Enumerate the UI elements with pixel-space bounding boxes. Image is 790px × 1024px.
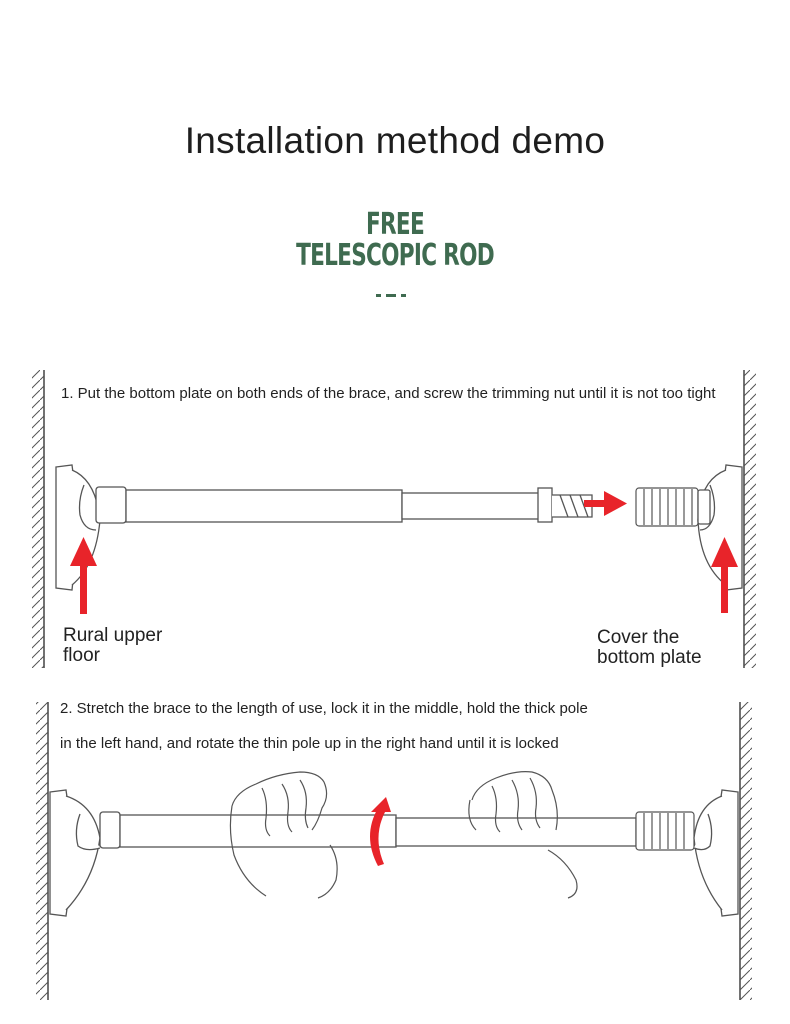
- right-bottom-plate-2: [694, 790, 738, 916]
- page-title: Installation method demo: [184, 120, 606, 161]
- left-bottom-plate-2: [50, 790, 120, 916]
- right-wall-2: [740, 702, 752, 1000]
- step2-instruction-line2: in the left hand, and rotate the thin pole up in the right hand until it is locked: [60, 735, 559, 752]
- right-bottom-plate-1: [698, 465, 742, 590]
- left-bottom-plate-1: [56, 465, 126, 590]
- trimming-nut-1: [636, 488, 698, 526]
- telescopic-rod-1: [126, 488, 592, 522]
- step1-diagram: [32, 370, 756, 668]
- step1-instruction: 1. Put the bottom plate on both ends of the brace, and screw the trimming nut until it is not too tight: [61, 385, 716, 402]
- right-wall-1: [744, 370, 756, 668]
- label-rural-upper-floor: Rural upper floor: [63, 625, 163, 666]
- left-wall-1: [32, 370, 44, 668]
- logo-line-2: TELESCOPIC ROD: [296, 238, 494, 273]
- label-cover-bottom-plate: Cover the bottom plate: [597, 627, 702, 668]
- logo-line-1: FREE: [365, 207, 425, 242]
- trimming-nut-2: [636, 812, 694, 850]
- left-wall-2: [36, 702, 48, 1000]
- step2-instruction-line1: 2. Stretch the brace to the length of use, lock it in the middle, hold the thick pole: [60, 700, 588, 717]
